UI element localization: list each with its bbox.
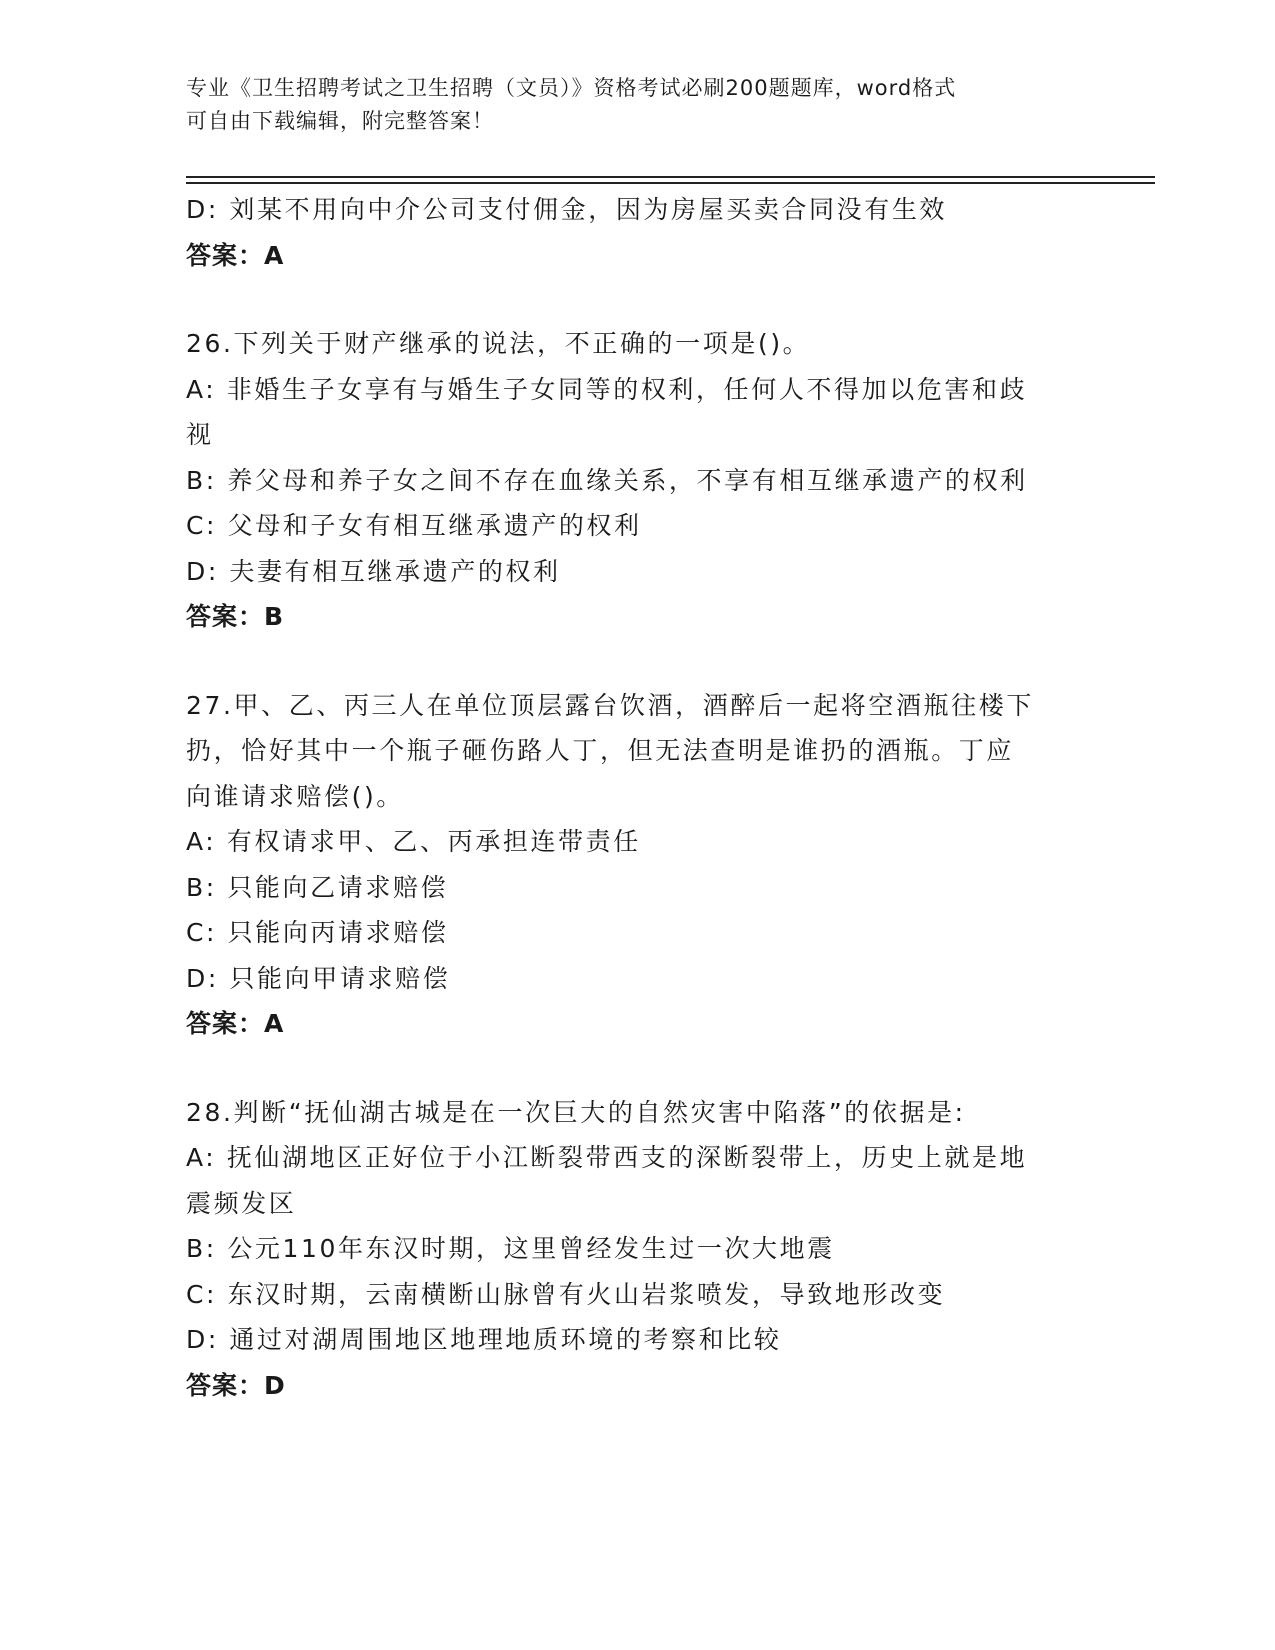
spacer xyxy=(186,640,1086,683)
answer: 答案：A xyxy=(186,240,285,270)
question-list xyxy=(186,187,1086,1408)
question-27-option-c: C: 只能向丙请求赔偿 xyxy=(186,918,449,947)
document-header xyxy=(186,72,1066,138)
question-26-option-b: B: 养父母和养子女之间不存在血缘关系，不享有相互继承遗产的权利 xyxy=(186,465,1028,495)
question-28-answer: 答案：D xyxy=(186,1370,286,1400)
question-27-option-a: A: 有权请求甲、乙、丙承担连带责任 xyxy=(186,827,641,856)
header-divider-bottom xyxy=(186,182,1155,184)
question-27-stem: 27.甲、乙、丙三人在单位顶层露台饮酒，酒醉后一起将空酒瓶往楼下 xyxy=(186,690,1034,720)
option-d: D: 刘某不用向中介公司支付佣金，因为房屋买卖合同没有生效 xyxy=(186,195,948,224)
question-28-option-a-continued: 震频发区 xyxy=(186,1188,297,1218)
question-27-stem-continued: 向谁请求赔偿()。 xyxy=(186,781,404,811)
question-27-stem-continued: 扔，恰好其中一个瓶子砸伤路人丁，但无法查明是谁扔的酒瓶。丁应 xyxy=(186,736,1015,765)
question-28-option-a: A: 抚仙湖地区正好位于小江断裂带西支的深断裂带上，历史上就是地 xyxy=(186,1143,1028,1172)
question-26-option-a: A: 非婚生子女享有与婚生子女同等的权利，任何人不得加以危害和歧 xyxy=(186,374,1028,404)
spacer xyxy=(186,1047,1086,1090)
header-title-line-2: 可自由下载编辑，附完整答案！ xyxy=(186,109,494,133)
header-title-line-1: 专业《卫生招聘考试之卫生招聘（文员）》资格考试必刷200题题库，word格式 xyxy=(186,76,957,100)
question-28-option-b: B: 公元110年东汉时期，这里曾经发生过一次大地震 xyxy=(186,1234,835,1263)
question-27-option-b: B: 只能向乙请求赔偿 xyxy=(186,872,449,902)
question-27-answer: 答案：A xyxy=(186,1009,285,1038)
question-26-option-d: D: 夫妻有相互继承遗产的权利 xyxy=(186,556,561,586)
spacer xyxy=(186,278,1086,321)
question-28-option-c: C: 东汉时期，云南横断山脉曾有火山岩浆喷发，导致地形改变 xyxy=(186,1279,946,1309)
question-26-answer: 答案：B xyxy=(186,602,285,631)
question-28-stem: 28.判断“抚仙湖古城是在一次巨大的自然灾害中陷落”的依据是: xyxy=(186,1097,966,1127)
question-26-option-a-continued: 视 xyxy=(186,420,214,449)
question-26-stem: 26.下列关于财产继承的说法，不正确的一项是()。 xyxy=(186,329,811,358)
question-27-option-d: D: 只能向甲请求赔偿 xyxy=(186,963,451,993)
question-26-option-c: C: 父母和子女有相互继承遗产的权利 xyxy=(186,511,642,540)
question-28-option-d: D: 通过对湖周围地区地理地质环境的考察和比较 xyxy=(186,1325,782,1354)
header-divider-top xyxy=(186,176,1155,178)
